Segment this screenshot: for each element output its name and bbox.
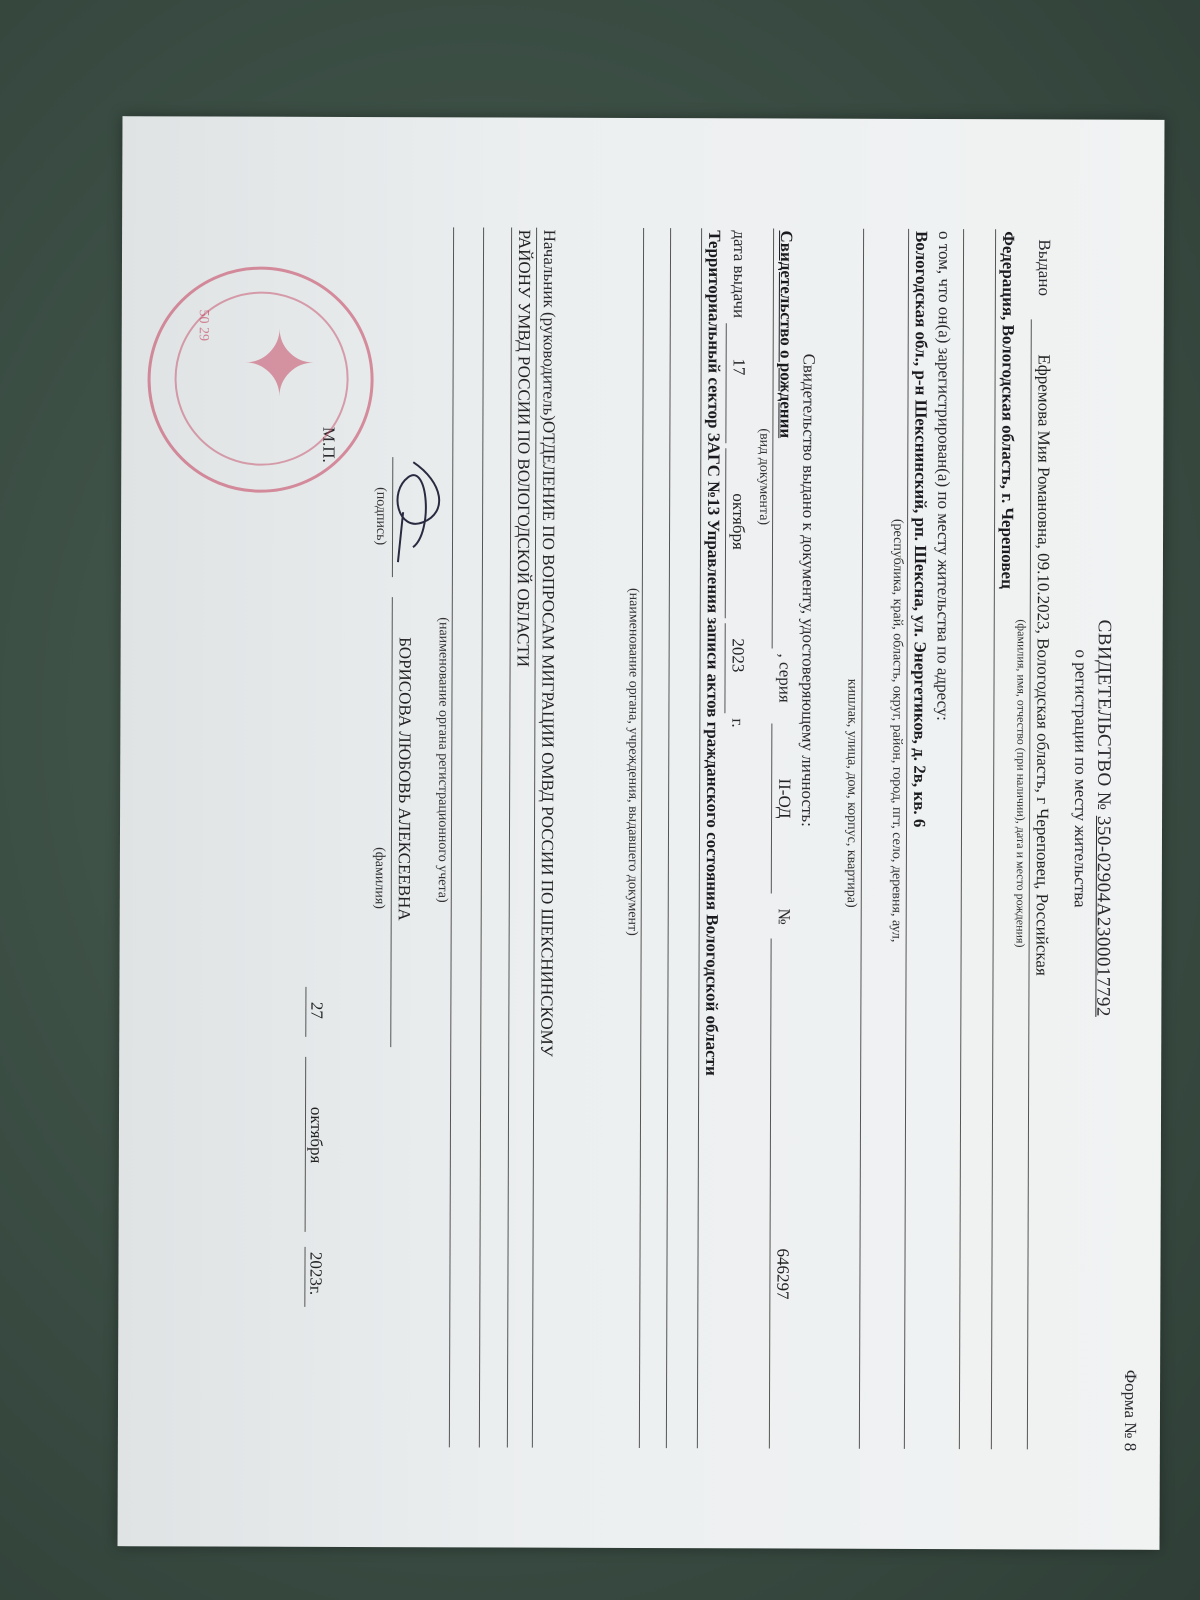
eagle-emblem-icon: ✦ <box>226 324 326 401</box>
address-line-1: Вологодская обл., р-н Шекснинский, рп. Шексна, ул. Энергетиков, д. 2в, кв. 6 <box>910 230 932 828</box>
chief-org-line-1: ОТДЕЛЕНИЕ ПО ВОПРОСАМ МИГРАЦИИ ОМВД РОССИИ ПО ШЕКСНИНСКОМУ <box>537 420 559 1057</box>
issuer: Территориальный сектор ЗАГС №13 Управления записи актов гражданского состояния Вологодской области <box>702 230 725 1076</box>
issued-to-underline-2 <box>991 229 996 1449</box>
sign-year: 2023г. <box>306 1251 326 1296</box>
signature-caption: (подпись) <box>373 487 389 546</box>
doc-type-underline <box>772 228 774 648</box>
blank-line-1 <box>959 229 964 1449</box>
doc-type-caption: (вид документа) <box>756 428 772 526</box>
chief-org-line-2: РАЙОНУ УМВД РОССИИ ПО ВОЛОГОДСКОЙ ОБЛАСТИ <box>513 229 535 668</box>
address-caption-1: (республика, край, область, округ, район, город, пгт, село, деревня, аул, <box>888 518 906 943</box>
series-underline <box>771 723 773 893</box>
surname-underline <box>390 597 393 1047</box>
form-label: Форма № 8 <box>1120 1369 1141 1452</box>
issue-date-label: дата выдачи <box>729 230 750 319</box>
address-caption-2: кишлак, улица, дом, корпус, квартира) <box>843 678 860 908</box>
issue-year-suffix: г. <box>728 718 748 728</box>
number-underline <box>769 938 772 1448</box>
issued-to-line-2: Федерация, Вологодская область, г. Череповец <box>997 231 1019 589</box>
issue-year: 2023 <box>728 638 748 673</box>
chief-org-caption: (наименование органа регистрационного учета) <box>434 617 451 903</box>
number-label: № <box>774 908 794 925</box>
chief-underline-3 <box>479 227 484 1447</box>
signature-image <box>383 452 453 582</box>
stamp-number: 50 29 <box>195 309 211 341</box>
address-underline-2 <box>859 229 864 1449</box>
issued-to-label: Выдано <box>1034 239 1055 297</box>
issue-month-underline <box>725 448 727 618</box>
sign-day: 27 <box>307 1001 327 1019</box>
issued-to-caption: (фамилия, имя, отчество (при наличии), дата и место рождения) <box>1013 619 1029 948</box>
surname-caption: (фамилия) <box>371 847 387 910</box>
chief-label: Начальник (руководитель) <box>539 229 560 421</box>
issue-day: 17 <box>729 358 749 376</box>
certificate-title <box>1091 620 1114 1017</box>
chief-line-1 <box>536 230 559 1057</box>
certificate-subtitle: о регистрации по месту жительства <box>1070 649 1091 908</box>
issuer-underline-2 <box>666 228 671 1448</box>
issue-month: октября <box>728 493 749 550</box>
certificate-paper <box>118 116 1165 1550</box>
doc-intro: Свидетельство выдано к документу, удостоверяющему личность: <box>798 353 819 827</box>
issuer-caption: (наименование органа, учреждения, выдавшего документ) <box>624 587 641 936</box>
sign-month: октября <box>306 1106 327 1164</box>
issue-year-underline <box>724 623 725 713</box>
mp-label: М.П. <box>319 426 339 463</box>
issued-to-line-1: Ефремова Мия Романовна, 09.10.2023, Вологодская область, г Череповец, Российская <box>1032 354 1054 976</box>
doc-type: Свидетельство о рождении <box>776 230 797 439</box>
registered-text: о том, что он(а) зарегистрирован(а) по месту жительства по адресу: <box>933 231 955 721</box>
certificate-content <box>118 116 1165 1550</box>
certificate-number: 350-02904А2300017792 <box>1092 815 1115 1017</box>
issue-day-underline <box>725 323 726 443</box>
chief-underline-2 <box>507 228 512 1448</box>
title-prefix: СВИДЕТЕЛЬСТВО № <box>1093 619 1115 816</box>
official-stamp <box>147 266 374 493</box>
number-value: 646297 <box>773 1248 793 1300</box>
address-underline-1 <box>904 229 909 1449</box>
surname-value: БОРИСОВА ЛЮБОВЬ АЛЕКСЕЕВНА <box>394 637 415 921</box>
series-label: , серия <box>775 653 795 703</box>
series-value: II-ОД <box>775 778 795 819</box>
